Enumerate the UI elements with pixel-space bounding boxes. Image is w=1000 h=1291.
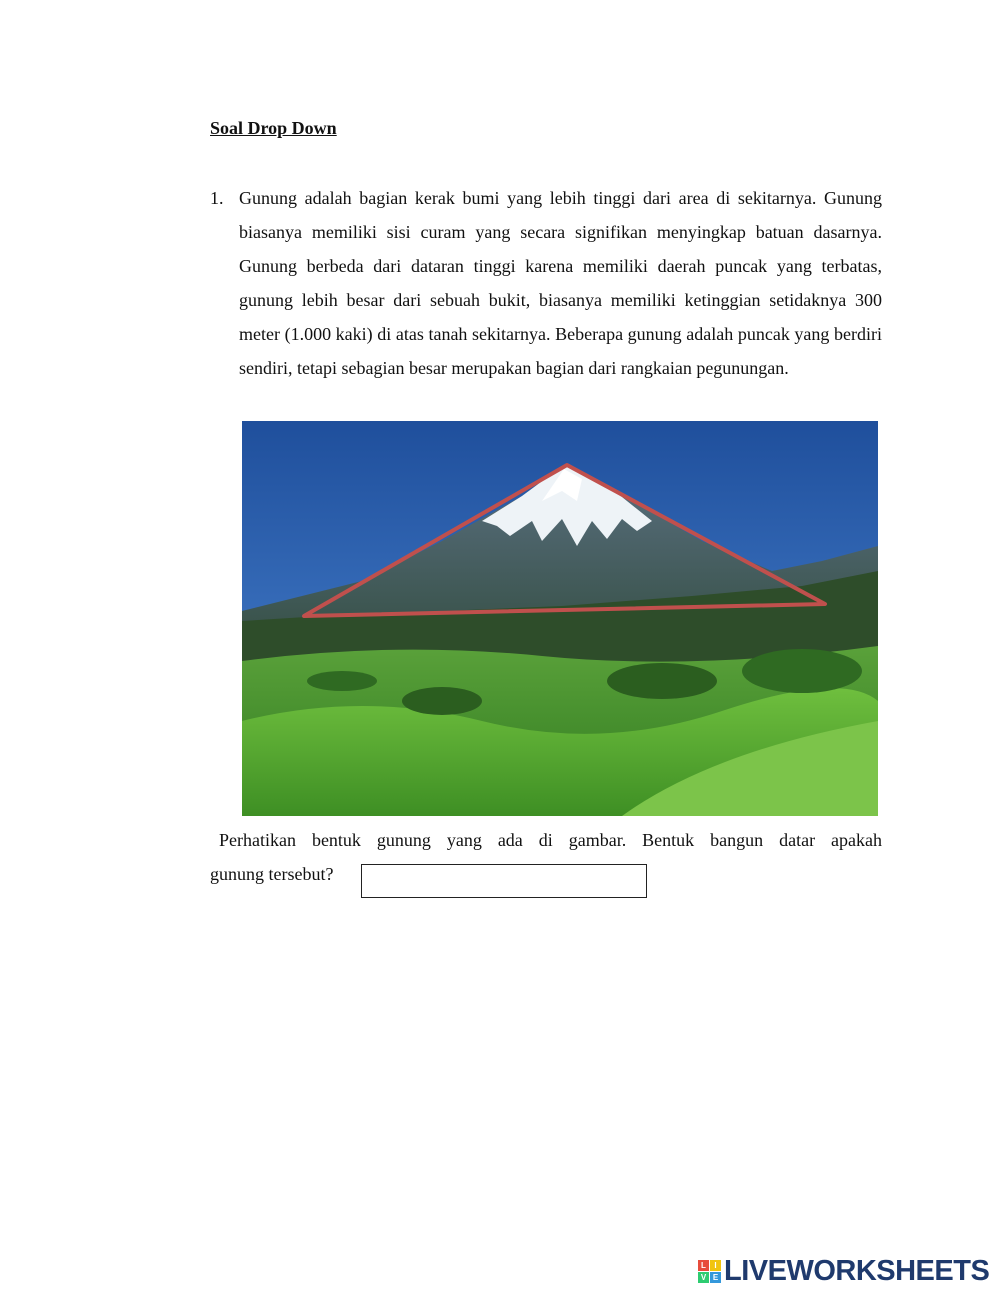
mountain-photo <box>242 421 878 816</box>
logo-mark-letter: V <box>698 1272 709 1283</box>
answer-dropdown[interactable] <box>361 864 647 898</box>
logo-mark-icon <box>698 1260 721 1283</box>
liveworksheets-logo <box>698 1254 989 1288</box>
prompt-line-2: gunung tersebut? <box>210 864 334 884</box>
question-number: 1. <box>210 188 224 208</box>
logo-mark-letter: I <box>710 1260 721 1271</box>
question-text: Gunung adalah bagian kerak bumi yang lebih tinggi dari area di sekitarnya. Gunung biasanya memiliki sisi curam yang secara signifikan menyingkap batuan dasarnya. Gunung berbeda dari dataran tinggi karena memiliki daerah puncak yang terbatas, gunung lebih besar dari sebuah bukit, biasanya memiliki ketinggian setidaknya 300 meter (1.000 kaki) di atas tanah sekitarnya. Beberapa gunung adalah puncak yang berdiri sendiri, tetapi sebagian besar merupakan bagian dari rangkaian pegunungan. <box>239 188 882 378</box>
worksheet-heading: Soal Drop Down <box>210 118 337 138</box>
logo-mark-letter: L <box>698 1260 709 1271</box>
logo-mark-letter: E <box>710 1272 721 1283</box>
prompt-line-1: Perhatikan bentuk gunung yang ada di gambar. Bentuk bangun datar apakah <box>219 830 882 850</box>
logo-text: LIVEWORKSHEETS <box>724 1254 990 1287</box>
